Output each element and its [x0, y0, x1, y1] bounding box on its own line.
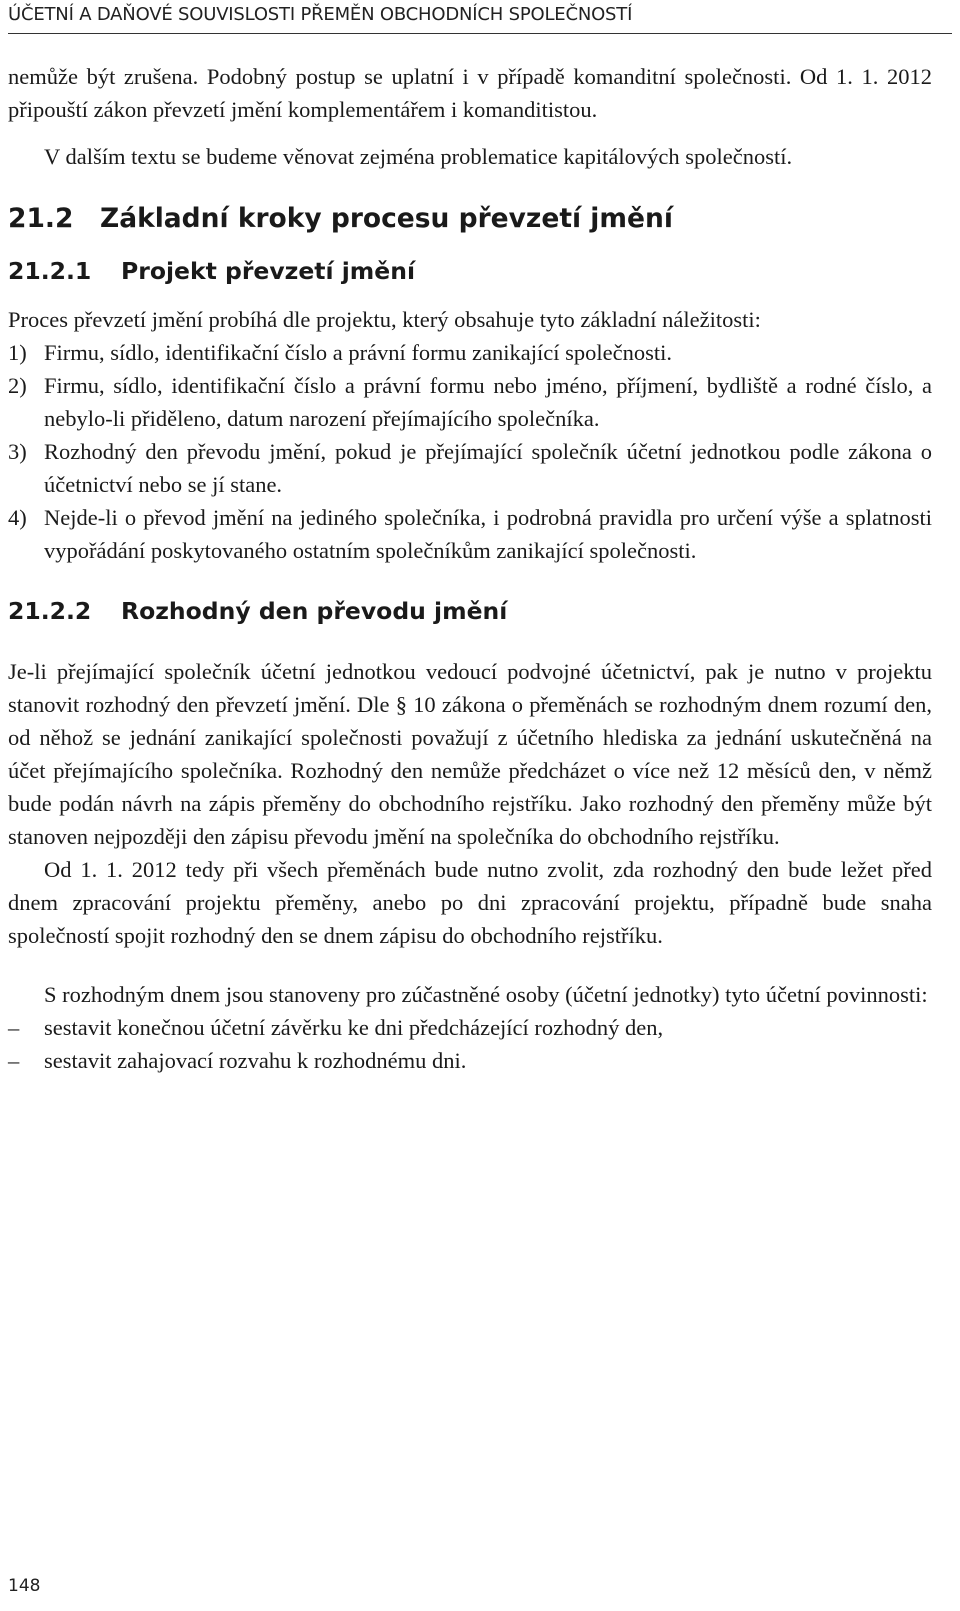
list-item-text: Firmu, sídlo, identifikační číslo a právní formu zanikající společnosti. — [44, 340, 672, 365]
list-item-text: Firmu, sídlo, identifikační číslo a právní formu nebo jméno, příjmení, bydliště a rodné číslo, a nebylo-li přiděleno, datum narození přejímajícího společníka. — [44, 373, 932, 431]
list-item — [8, 1011, 932, 1044]
list-item — [8, 336, 932, 369]
intro-note: V dalším textu se budeme věnovat zejména problematice kapitálových společností. — [44, 144, 793, 169]
subsection-number: 21.2.1 — [8, 257, 92, 285]
decisive-day-choice-paragraph: Od 1. 1. 2012 tedy při všech přeměnách bude nutno zvolit, zda rozhodný den bude ležet před dnem zpracování projektu přeměny, anebo po dni zpracování projektu, případně bude snaha společností spojit rozhodný den se dnem zápisu do obchodního rejstříku. — [8, 857, 932, 948]
subsection-heading-21-2-1 — [8, 253, 932, 289]
page-body — [8, 60, 932, 1077]
list-item-text: Nejde-li o převod jmění na jediného společníka, i podrobná pravidla pro určení výše a splatnosti vypořádání poskytovaného ostatním společníkům zanikající společnosti. — [44, 505, 932, 563]
list-item — [8, 435, 932, 501]
section-heading-21-2 — [8, 199, 932, 239]
section-number: 21.2 — [8, 203, 74, 234]
intro-paragraph: nemůže být zrušena. Podobný postup se uplatní i v případě komanditní společnosti. Od 1. 1. 2012 připouští zákon převzetí jmění komplementářem i komanditistou. — [8, 64, 932, 122]
list-item — [8, 1044, 932, 1077]
list-item-text: sestavit konečnou účetní závěrku ke dni předcházející rozhodný den, — [44, 1015, 664, 1040]
subsection-title: Projekt převzetí jmění — [121, 257, 416, 285]
list-marker: 1) — [8, 340, 27, 365]
section-title: Základní kroky procesu převzetí jmění — [100, 203, 673, 234]
subsection-title: Rozhodný den převodu jmění — [121, 597, 508, 625]
list-marker: 4) — [8, 505, 27, 530]
subsection-number: 21.2.2 — [8, 597, 92, 625]
dash-marker: – — [8, 1048, 20, 1073]
subsection-heading-21-2-2 — [8, 593, 932, 629]
list-item-text: sestavit zahajovací rozvahu k rozhodnému dni. — [44, 1048, 467, 1073]
obligations-lead: S rozhodným dnem jsou stanoveny pro zúčastněné osoby (účetní jednotky) tyto účetní povinnosti: — [44, 982, 928, 1007]
decisive-day-paragraph: Je-li přejímající společník účetní jednotkou vedoucí podvojné účetnictví, pak je nutno v projektu stanovit rozhodný den převzetí jmění. Dle § 10 zákona o přeměnách se rozhodným dnem rozumí den, od něhož se jednání zanikající společnosti považují z účetního hlediska za jednání uskutečněná na účet přejímajícího společníka. Rozhodný den nemůže předcházet o více než 12 měsíců den, v němž bude podán návrh na zápis přeměny do obchodního rejstříku. Jako rozhodný den přeměny může být stanoven nejpozději den zápisu převodu jmění na společníka do obchodního rejstříku. — [8, 659, 932, 849]
running-header: ÚČETNÍ A DAŇOVÉ SOUVISLOSTI PŘEMĚN OBCHODNÍCH SPOLEČNOSTÍ — [8, 4, 952, 34]
list-marker: 2) — [8, 373, 27, 398]
list-item — [8, 501, 932, 567]
dash-marker: – — [8, 1015, 20, 1040]
list-item-text: Rozhodný den převodu jmění, pokud je přejímající společník účetní jednotkou podle zákona o účetnictví nebo se jí stane. — [44, 439, 932, 497]
page-number: 148 — [8, 1576, 41, 1596]
project-lead: Proces převzetí jmění probíhá dle projektu, který obsahuje tyto základní náležitosti: — [8, 307, 761, 332]
list-item — [8, 369, 932, 435]
list-marker: 3) — [8, 439, 27, 464]
project-requirements-list — [8, 336, 932, 567]
obligations-list — [8, 1011, 932, 1077]
